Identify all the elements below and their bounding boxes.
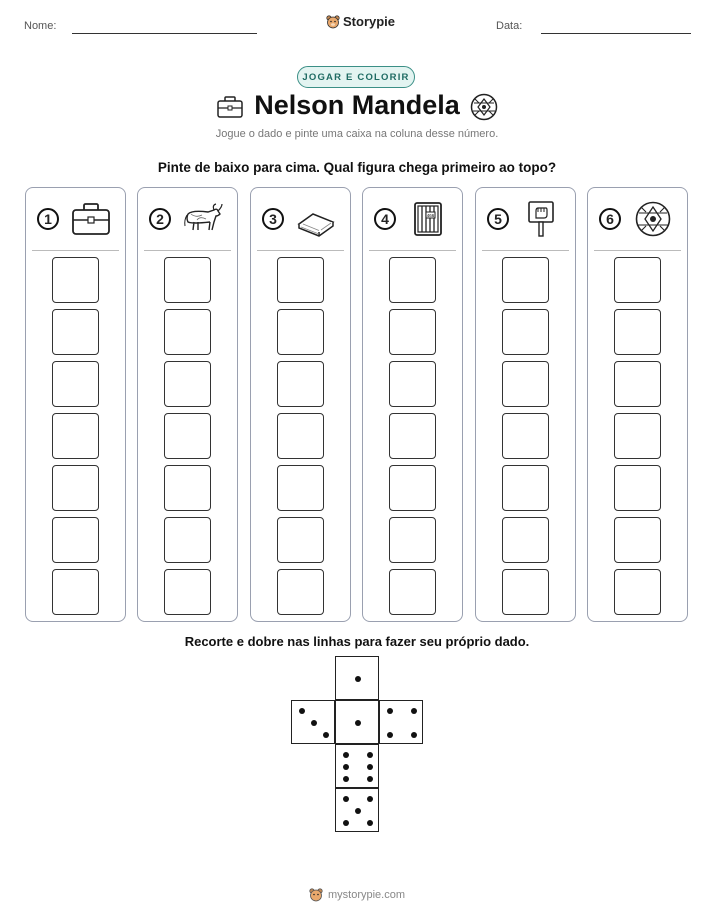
dice-face-1 [335,700,379,744]
color-box[interactable] [52,517,99,563]
dice-pip [343,796,349,802]
color-box[interactable] [164,361,211,407]
color-box[interactable] [164,257,211,303]
color-box[interactable] [502,361,549,407]
dice-pip [367,764,373,770]
bear-icon [326,15,340,29]
page-title: Nelson Mandela [254,90,460,120]
bear-icon [309,888,323,902]
color-box[interactable] [389,517,436,563]
color-box[interactable] [502,413,549,459]
color-box[interactable] [614,569,661,615]
color-box[interactable] [52,465,99,511]
instruction-top: Pinte de baixo para cima. Qual figura chega primeiro ao topo? [157,160,557,175]
color-box[interactable] [502,569,549,615]
color-box[interactable] [164,569,211,615]
instruction-bottom: Recorte e dobre nas linhas para fazer seu próprio dado. [184,634,530,649]
dice-pip [311,720,317,726]
dice-pip [367,796,373,802]
dice-face-6 [335,744,379,788]
color-box[interactable] [52,361,99,407]
color-box[interactable] [277,361,324,407]
column-number: 5 [487,208,509,230]
color-box[interactable] [52,257,99,303]
dice-pip [367,776,373,782]
column-4 [362,187,463,622]
footer-url[interactable]: mystorypie.com [327,889,406,901]
dice-pip [343,752,349,758]
category-badge: JOGAR E COLORIR [297,66,415,88]
color-box[interactable] [502,465,549,511]
subtitle: Jogue o dado e pinte uma caixa na coluna desse número. [215,128,499,140]
color-box[interactable] [389,465,436,511]
column-divider [144,250,231,251]
color-box[interactable] [614,257,661,303]
cattle-icon [182,200,224,238]
book-icon [295,200,337,238]
dice-face-5 [335,788,379,832]
dice-face-1 [335,656,379,700]
dice-pip [343,820,349,826]
color-box[interactable] [614,361,661,407]
date-label: Data: [496,20,523,32]
column-number: 1 [37,208,59,230]
brand-name: Storypie [343,14,396,29]
color-box[interactable] [614,465,661,511]
color-box[interactable] [277,569,324,615]
dice-pip [355,808,361,814]
svg-text:466: 466 [426,213,435,218]
color-box[interactable] [614,413,661,459]
column-number: 6 [599,208,621,230]
prison-door-icon [407,200,449,238]
color-box[interactable] [164,309,211,355]
dice-pip [411,708,417,714]
name-label: Nome: [24,20,57,32]
color-box[interactable] [389,569,436,615]
date-line[interactable] [541,33,691,34]
color-box[interactable] [277,257,324,303]
color-box[interactable] [389,309,436,355]
column-number: 3 [262,208,284,230]
column-divider [257,250,344,251]
column-divider [482,250,569,251]
dice-pip [323,732,329,738]
color-box[interactable] [502,517,549,563]
dice-pip [367,752,373,758]
color-box[interactable] [389,413,436,459]
color-box[interactable] [389,257,436,303]
dice-pip [411,732,417,738]
color-box[interactable] [614,517,661,563]
column-divider [369,250,456,251]
color-box[interactable] [277,517,324,563]
color-box[interactable] [52,309,99,355]
column-divider [32,250,119,251]
column-divider [594,250,681,251]
dice-pip [299,708,305,714]
dice-face-3 [291,700,335,744]
color-box[interactable] [52,413,99,459]
dice-face-4 [379,700,423,744]
column-3 [250,187,351,622]
protest-sign-icon [520,200,562,238]
dice-pip [343,764,349,770]
dice-pip [355,720,361,726]
color-box[interactable] [614,309,661,355]
column-1 [25,187,126,622]
column-number: 2 [149,208,171,230]
dice-pip [387,732,393,738]
color-box[interactable] [52,569,99,615]
column-6 [587,187,688,622]
column-number: 4 [374,208,396,230]
color-box[interactable] [277,413,324,459]
dice-pip [387,708,393,714]
footer [0,888,714,902]
color-box[interactable] [502,257,549,303]
dice-pip [343,776,349,782]
name-line[interactable] [72,33,257,34]
color-box[interactable] [164,517,211,563]
color-box[interactable] [502,309,549,355]
dice-pip [367,820,373,826]
color-box[interactable] [277,309,324,355]
briefcase-icon [70,200,112,238]
color-box[interactable] [164,465,211,511]
african-pattern-icon [470,93,498,121]
color-box[interactable] [277,465,324,511]
african-pattern-icon [632,200,674,238]
color-box[interactable] [164,413,211,459]
column-2 [137,187,238,622]
color-box[interactable] [389,361,436,407]
column-5 [475,187,576,622]
brand-logo [326,14,395,29]
dice-pip [355,676,361,682]
